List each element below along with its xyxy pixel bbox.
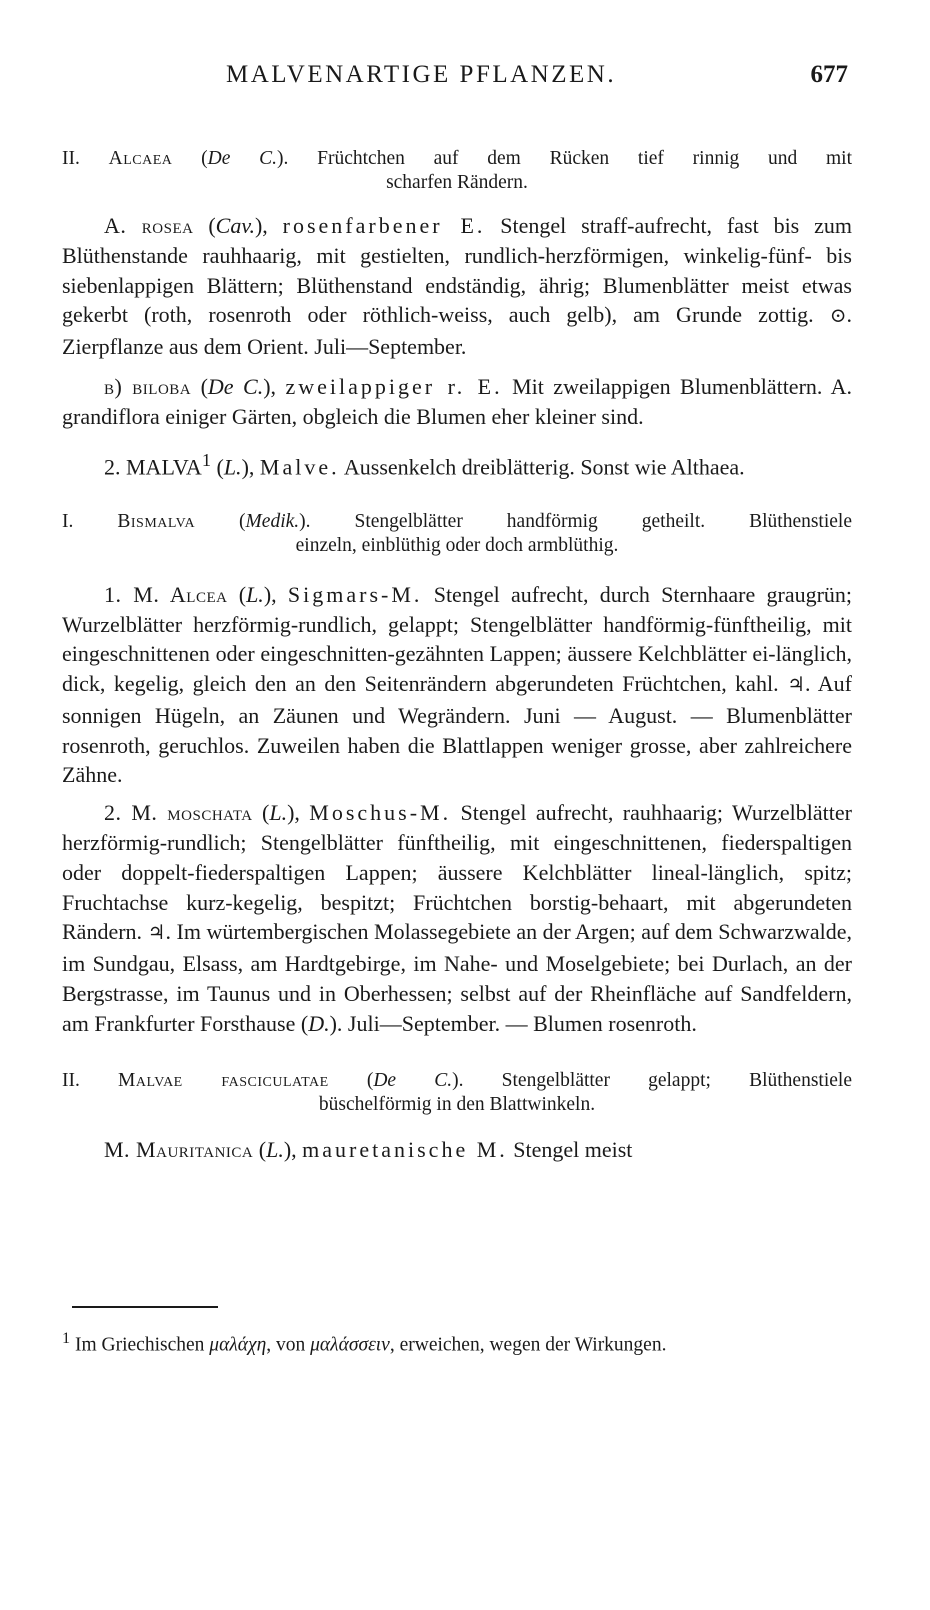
species-description: Stengel aufrecht, durch Sternhaare graugrün; Wurzelblätter herzförmig-rundlich, gelappt; Stengelblätter handförmig-fünftheilig, mit eingeschnittenen oder eingeschnitten-gezähnten Lappen; äussere Kelchblätter ei-länglich, dick, kegelig, gleich den an den Seitenrändern abgerundeten Früchtchen, kahl. — [62, 581, 853, 697]
section-description-cont: scharfen Rändern. — [386, 172, 528, 193]
species-name: 1. M. Alcea — [104, 581, 228, 607]
greek-word: μαλάσσειν — [310, 1334, 390, 1356]
subgenus-heading-alcaea: II. Alcaea (De C.). Früchtchen auf dem Rücken tief rinnig und mit scharfen Rändern. — [62, 148, 852, 193]
running-title: MALVENARTIGE PFLANZEN. — [226, 61, 617, 88]
genus-description: Aussenkelch dreiblätterig. Sonst wie Althaea. — [343, 453, 745, 479]
subgenus-heading-fasciculatae: II. Malvae fasciculatae (De C.). Stengelblätter gelappt; Blüthenstiele büschelförmig in den Blattwinkeln. — [62, 1069, 852, 1115]
species-authority: Cav. — [215, 213, 255, 238]
species-entry-rosea: A. rosea (Cav.), rosenfarbener E. Stengel straff-aufrecht, fast bis zum Blüthenstande rauhhaarig, mit gestielten, rundlich-herzförmigen, winkelig-fünf- bis siebenlappigen Blättern; Blüthenstand endständig, ährig; Blumenblätter meist etwas gekerbt (roth, rosenroth oder röthlich-weiss, auch gelb), am Grunde zottig. ⊙. Zierpflanze aus dem Orient. Juli—September. — [62, 213, 853, 360]
footnote-mark: 1 — [62, 1329, 71, 1347]
species-habitat: Zierpflanze aus dem Orient. Juli—September. — [62, 334, 467, 360]
species-name: A. rosea — [104, 213, 194, 238]
reference-abbreviation: D. — [308, 1010, 330, 1036]
section-authority: De C. — [373, 1069, 453, 1091]
perennial-symbol-icon: ♃ — [147, 922, 166, 945]
section-description-cont: einzeln, einblüthig oder doch armblüthig. — [295, 534, 619, 556]
species-description: Stengel straff-aufrecht, fast bis zum Blüthenstande rauhhaarig, mit gestielten, rundlich-herzförmigen, winkelig-fünf- bis siebenlappigen Blättern; Blüthenstand endständig, ährig; Blumenblätter meist etwas gekerbt (roth, rosenroth oder röthlich-weiss, auch gelb), am Grunde zottig. — [62, 213, 852, 328]
section-name: Alcaea — [108, 148, 173, 169]
genus-name: 2. MALVA — [104, 453, 202, 479]
section-authority: De C. — [207, 148, 278, 169]
species-description: Stengel meist — [513, 1136, 633, 1162]
footnote — [62, 1322, 852, 1362]
common-name: mauretanische M. — [302, 1136, 508, 1162]
species-authority: L. — [246, 581, 264, 607]
species-flowering: ). Juli—September. — Blumen rosenroth. — [329, 1010, 697, 1036]
variety-name: b) biloba — [104, 373, 192, 399]
section-name: Malvae fasciculatae — [118, 1069, 329, 1091]
common-name: Malve. — [259, 453, 340, 479]
genus-entry-malva: 2. MALVA$^1$ (L.), Malve. Aussenkelch dreiblätterig. Sonst wie Althaea. — [104, 449, 745, 479]
section-description-cont: büschelförmig in den Blattwinkeln. — [318, 1093, 596, 1115]
variety-authority: De C. — [207, 373, 264, 399]
common-name: zweilappiger r. E. — [285, 373, 503, 399]
species-description: Stengel aufrecht, rauhhaarig; Wurzelblätter herzförmig-rundlich; Stengelblätter fünftheilig, mit eingeschnittenen, fiederspaltigen oder doppelt-fiederspaltigen Lappen; äussere Kelchblätter lineal-länglich, spitz; Fruchtachse kurz-kegelig, bespitzt; Früchtchen borstig-behaart, mit abgerundeten Rändern. — [62, 800, 852, 945]
genus-authority: L. — [223, 453, 242, 479]
species-authority: L. — [269, 800, 288, 826]
species-name: 2. M. moschata — [104, 800, 253, 826]
perennial-symbol-icon: ♃ — [787, 674, 806, 697]
biennial-symbol-icon: ⊙ — [829, 305, 847, 328]
species-name: M. Mauritanica — [104, 1136, 254, 1162]
footnote-text-mid: , von — [266, 1334, 306, 1356]
species-entry-mauritanica: M. Mauritanica (L.), mauretanische M. Stengel meist — [104, 1136, 633, 1162]
species-habitat: Auf sonnigen Hügeln, an Zäunen und Wegrändern. Juni — August. — Blumenblätter rosenroth, geruchlos. Zuweilen haben die Blattlappen weniger grosse, aber zahlreichere Zähne. — [62, 671, 853, 788]
variety-entry-biloba: b) biloba (De C.), zweilappiger r. E. Mit zweilappigen Blumenblättern. A. grandiflora einiger Gärten, obgleich die Blumen eher kleiner sind. — [62, 373, 853, 429]
greek-word: μαλάχη — [209, 1334, 267, 1356]
section-name: Bismalva — [117, 510, 196, 532]
section-description: Stengelblätter gelappt; Blüthenstiele — [501, 1069, 852, 1091]
species-entry-malva-alcea: 1. M. Alcea (L.), Sigmars-M. Stengel aufrecht, durch Sternhaare graugrün; Wurzelblätter herzförmig-rundlich, gelappt; Stengelblätter handförmig-fünftheilig, mit eingeschnittenen oder eingeschnitten-gezähnten Lappen; äussere Kelchblätter ei-länglich, dick, kegelig, gleich den an den Seitenrändern abgerundeten Früchtchen, kahl. ♃. Auf sonnigen Hügeln, an Zäunen und Wegrändern. Juni — August. — Blumenblätter rosenroth, geruchlos. Zuweilen haben die Blattlappen weniger grosse, aber zahlreichere Zähne. — [62, 581, 853, 788]
footnote-reference: 1 — [201, 449, 211, 470]
footnote-divider — [72, 1306, 218, 1308]
footnote-text-end: , erweichen, wegen der Wirkungen. — [389, 1334, 667, 1356]
subgenus-heading-bismalva: I. Bismalva (Medik.). Stengelblätter handförmig getheilt. Blüthenstiele einzeln, einblüthig oder doch armblüthig. — [62, 510, 852, 556]
species-entry-moschata: 2. M. moschata (L.), Moschus-M. Stengel aufrecht, rauhhaarig; Wurzelblätter herzförmig-rundlich; Stengelblätter fünftheilig, mit eingeschnittenen, fiederspaltigen oder doppelt-fiederspaltigen Lappen; äussere Kelchblätter lineal-länglich, spitz; Fruchtachse kurz-kegelig, bespitzt; Früchtchen borstig-behaart, mit abgerundeten Rändern. ♃. Im würtembergischen Molassegebiete an der Argen; auf dem Schwarzwalde, im Sundgau, Elsass, am Hardtgebirge, im Nahe- und Moselgebiete; bei Durlach, an der Bergstrasse, im Taunus und in Oberhessen; selbst auf der Rheinfläche auf Sandfeldern, am Frankfurter Forsthause (D.). Juli—September. — Blumen rosenroth. — [62, 800, 853, 1036]
page-number: 677 — [810, 61, 848, 88]
section-authority: Medik. — [245, 510, 300, 532]
species-habitat: Im würtembergischen Molassegebiete an der Argen; auf dem Schwarzwalde, im Sundgau, Elsass, am Hardtgebirge, im Nahe- und Moselgebiete; bei Durlach, an der Bergstrasse, im Taunus und in Oberhessen; selbst auf der Rheinfläche auf Sandfeldern, am Frankfurter Forsthause ( — [62, 919, 853, 1036]
species-authority: L. — [266, 1136, 284, 1162]
section-description: Früchtchen auf dem Rücken tief rinnig und mit — [317, 148, 852, 169]
section-numeral: I. — [62, 510, 74, 532]
common-name: Moschus-M. — [309, 800, 452, 826]
common-name: Sigmars-M. — [287, 581, 423, 607]
common-name: rosenfarbener E. — [282, 213, 486, 238]
section-numeral: II. — [62, 148, 80, 169]
book-page — [62, 55, 852, 1164]
variety-description: Mit zweilappigen Blumenblättern. A. grandiflora einiger Gärten, obgleich die Blumen eher kleiner sind. — [62, 373, 853, 429]
section-description: Stengelblätter handförmig getheilt. Blüthenstiele — [354, 510, 852, 532]
running-header — [62, 55, 852, 99]
section-numeral: II. — [62, 1069, 80, 1091]
footnote-text: Im Griechischen — [75, 1334, 205, 1356]
